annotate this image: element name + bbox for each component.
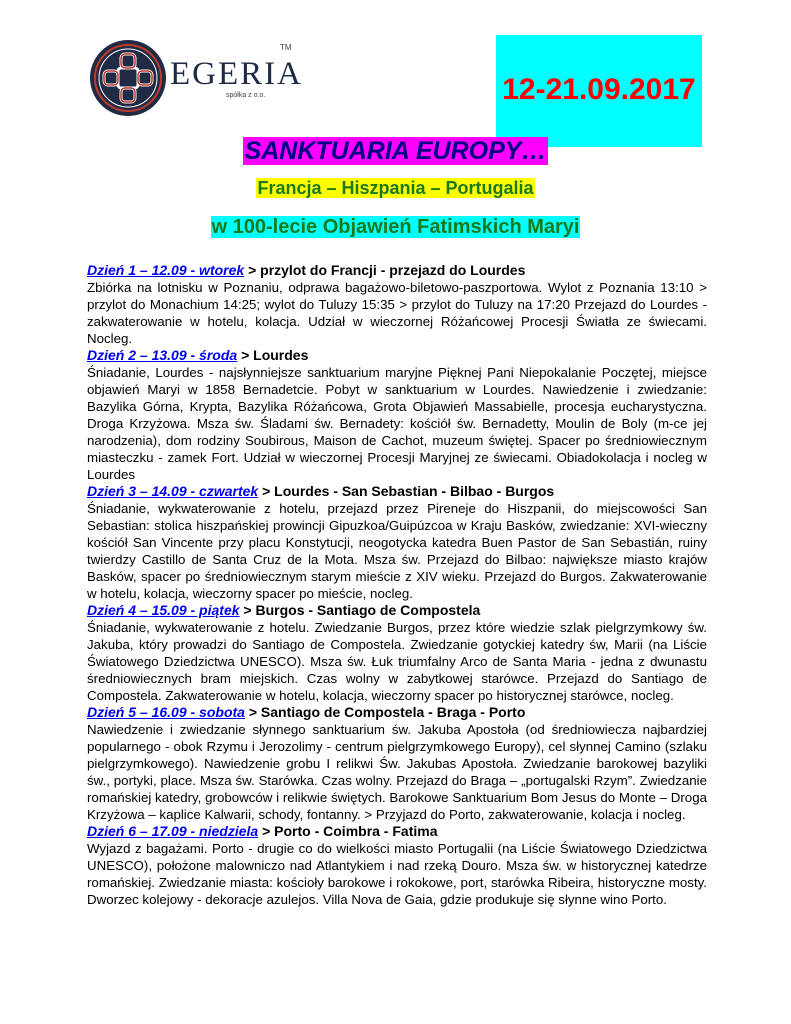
- occasion-subtitle-text: w 100-lecie Objawień Fatimskich Maryi: [211, 216, 580, 238]
- day-route: > przylot do Francji - przejazd do Lourdes: [244, 262, 526, 278]
- countries-subtitle-text: Francja – Hiszpania – Portugalia: [257, 178, 534, 198]
- day-description: Zbiórka na lotnisku w Poznaniu, odprawa bagażowo-biletowo-paszportowa. Wylot z Poznania 13:10 > przylot do Monachium 14:25; wylot do Tuluzy 15:35 > przylot do Tuluzy na 17:20 Przejazd do Lourdes - zakwaterowanie w hotelu, kolacja. Udział w wieczornej Różańcowej Procesji Światła ze świecami. Nocleg.: [87, 280, 707, 346]
- main-title: [0, 137, 791, 166]
- day-link[interactable]: Dzień 2 – 13.09 - środa: [87, 347, 238, 363]
- itinerary-day-5: [87, 704, 707, 823]
- day-link[interactable]: Dzień 5 – 16.09 - sobota: [87, 704, 245, 720]
- day-heading: [87, 262, 707, 279]
- trip-dates: 12-21.09.2017: [502, 73, 696, 106]
- day-description: Nawiedzenie i zwiedzanie słynnego sanktuarium św. Jakuba Apostoła (od średniowiecza najbardziej popularnego - obok Rzymu i Jerozolimy - centrum pielgrzymkowego Europy), cel słynnej Camino (szlaku pielgrzymkowego). Nawiedzenie grobu I relikwi Św. Jakubas Apostoła. Zwiedzanie barokowej bazyliki św., portyki, place. Msza św. Starówka. Czas wolny. Przejazd do Braga – „portugalski Rzym”. Zwiedzanie romańskiej katedry, grobowców i relikwie świętych. Barokowe Sanktuarium Bom Jesus do Monte – Droga Krzyżowa – kaplice Kalwarii, schody, fontanny. > Przyjazd do Porto, zakwaterowanie, kolacja i nocleg.: [87, 722, 707, 822]
- day-heading: [87, 347, 707, 364]
- celtic-knot-logo-icon: [88, 38, 168, 118]
- itinerary-day-2: [87, 347, 707, 483]
- day-route: > Burgos - Santiago de Compostela: [239, 602, 481, 618]
- day-description: Śniadanie, wykwaterowanie z hotelu, przejazd przez Pireneje do Hiszpanii, do miejscowości San Sebastian: stolica hiszpańskiej prowincji Gipuzkoa/Guipúzcoa w Kraju Basków, zwiedzanie: XVI-wieczny kościół San Vincente przy placu Konstytucji, neogotycka katedra Buen Pastor de San Sebastián, ruiny twierdzy Castillo de Santa Cruz de la Mota. Msza św. Przejazd do Bilbao: największe miasto krajów Basków, spacer po średniowiecznym starym mieście z XIV wieku. Przejazd do Burgos. Zakwaterowanie w hotelu, kolacja, wieczorny spacer po mieście, nocleg.: [87, 501, 707, 601]
- itinerary-day-4: [87, 602, 707, 704]
- main-title-text: SANKTUARIA EUROPY…: [244, 137, 547, 165]
- day-heading: [87, 483, 707, 500]
- day-route: > Lourdes - San Sebastian - Bilbao - Burgos: [258, 483, 555, 499]
- trademark-mark: TM: [280, 43, 292, 52]
- day-link[interactable]: Dzień 6 – 17.09 - niedziela: [87, 823, 259, 839]
- day-route: > Santiago de Compostela - Braga - Porto: [244, 704, 526, 720]
- day-route: > Lourdes: [237, 347, 309, 363]
- brand-tagline: spółka z o.o.: [226, 92, 266, 99]
- date-box: [496, 35, 702, 147]
- itinerary: [87, 262, 707, 908]
- day-route: > Porto - Coimbra - Fatima: [258, 823, 438, 839]
- day-heading: [87, 823, 707, 840]
- brand-name: EGERIA: [170, 56, 303, 92]
- itinerary-day-6: [87, 823, 707, 908]
- day-description: Wyjazd z bagażami. Porto - drugie co do wielkości miasto Portugalii (na Liście Światowego Dziedzictwa UNESCO), położone malowniczo nad Atlantykiem i nad rzeką Douro. Msza św. w historycznej katedrze romańskiej. Zwiedzanie miasta: kościoły barokowe i rokokowe, port, starówka Ribeira, historyczne mosty. Dworzec kolejowy - dekoracje azulejos. Villa Nova de Gaia, gdzie produkuje się słynne wino Porto.: [87, 841, 707, 907]
- day-description: Śniadanie, wykwaterowanie z hotelu. Zwiedzanie Burgos, przez które wiedzie szlak pielgrzymkowy św. Jakuba, który prowadzi do Santiago de Compostela. Zwiedzanie gotyckiej katedry św, Marii (na Liście Światowego Dziedzictwa UNESCO). Msza św. Łuk triumfalny Arco de Santa Maria - jedna z dwunastu średniowiecznych bram miejskich. Czas wolny w zabytkowej starówce. Przejazd do Santiago de Compostela. Zakwaterowanie w hotelu, kolacja, wieczorny spacer po historycznej starówce, nocleg.: [87, 620, 707, 703]
- countries-subtitle: [0, 178, 791, 199]
- occasion-subtitle: [0, 216, 791, 239]
- day-heading: [87, 602, 707, 619]
- day-heading: [87, 704, 707, 721]
- day-link[interactable]: Dzień 1 – 12.09 - wtorek: [87, 262, 245, 278]
- itinerary-day-1: [87, 262, 707, 347]
- day-link[interactable]: Dzień 3 – 14.09 - czwartek: [87, 483, 259, 499]
- itinerary-day-3: [87, 483, 707, 602]
- day-link[interactable]: Dzień 4 – 15.09 - piątek: [87, 602, 240, 618]
- day-description: Śniadanie, Lourdes - najsłynniejsze sanktuarium maryjne Pięknej Pani Niepokalanie Poczętej, miejsce objawień Maryi w 1858 Bernadetcie. Pobyt w sanktuarium w Lourdes. Nawiedzenie i zwiedzanie: Bazylika Górna, Krypta, Bazylika Różańcowa, Grota Objawień Massabielle, procesja eucharystyczna. Droga Krzyżowa. Msza św. Śladami św. Bernadety: kościół św. Bernadetty, Moulin de Boly (m-ce jej narodzenia), dom rodziny Soubirous, Maison de Cachot, muzeum świętej. Spacer po średniowiecznym miasteczku - zamek Fort. Udział w wieczornej Procesji Maryjnej ze świecami. Obiadokolacja i nocleg w Lourdes: [87, 365, 707, 482]
